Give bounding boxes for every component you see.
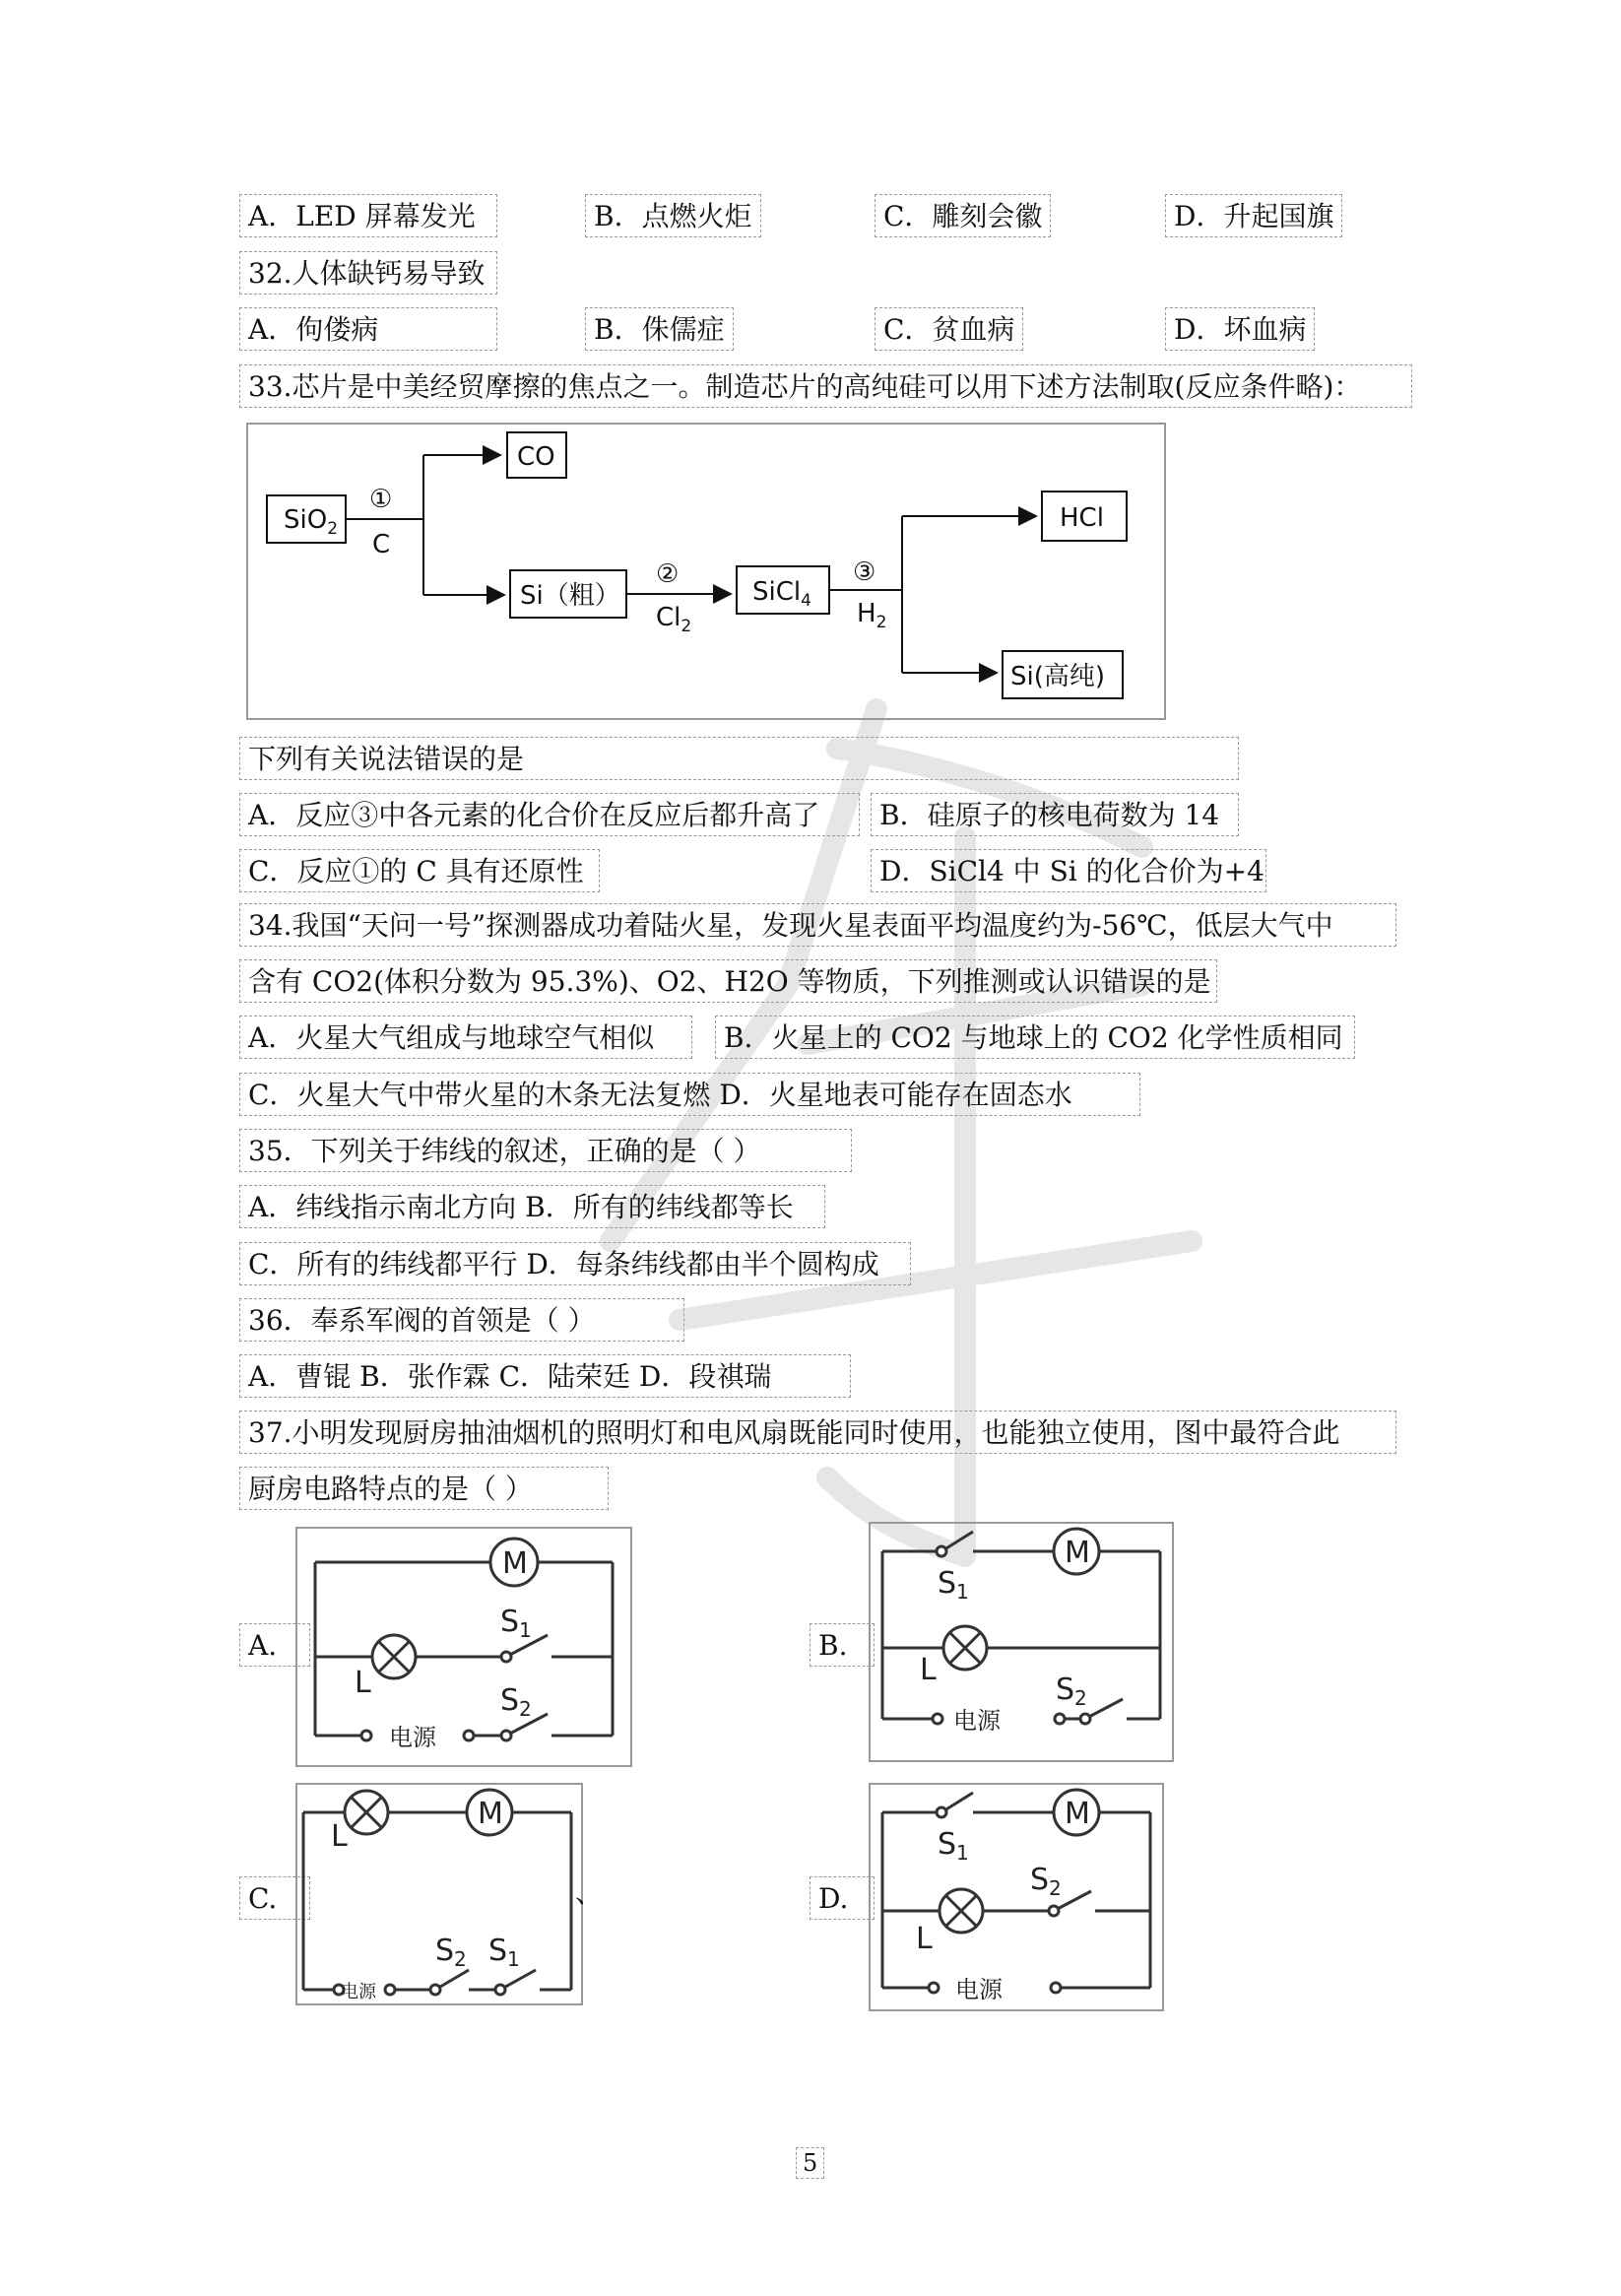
hcl-label: HCl: [1060, 503, 1104, 533]
circuit-d-label: D.: [810, 1876, 875, 1920]
q34-option-b: B．火星上的 CO2 与地球上的 CO2 化学性质相同: [715, 1016, 1355, 1059]
q34-option-a: A．火星大气组成与地球空气相似: [239, 1016, 692, 1059]
page-number: 5: [796, 2147, 824, 2179]
q33-stem: 33.芯片是中美经贸摩擦的焦点之一。制造芯片的高纯硅可以用下述方法制取(反应条件略)：: [239, 364, 1412, 408]
q32-option-a: A．佝偻病: [239, 307, 497, 351]
sio2-label: SiO$_2$: [284, 505, 339, 539]
q33-sub-stem: 下列有关说法错误的是: [239, 737, 1239, 780]
reagent-cl2-label: $Cl_2$: [656, 603, 692, 636]
q31-option-b: B．点燃火炬: [585, 194, 761, 237]
q33-reaction-diagram: [246, 423, 1166, 720]
lamp-label: L: [331, 1819, 348, 1854]
circuit-diagram-b: [869, 1522, 1174, 1762]
q34-stem-line-1: 34.我国“天问一号”探测器成功着陆火星，发现火星表面平均温度约为-56℃，低层大气中: [239, 903, 1396, 947]
power-source-label: 电源: [341, 1982, 376, 2002]
q31-option-c: C．雕刻会徽: [875, 194, 1051, 237]
step-1-label: ①: [369, 485, 393, 514]
step-3-label: ③: [853, 558, 876, 587]
q35-stem: 35．下列关于纬线的叙述，正确的是（ ）: [239, 1129, 852, 1172]
switch-s2-label: $S_2$: [500, 1683, 532, 1721]
lamp-label: L: [916, 1922, 933, 1956]
q33-option-d: D．SiCl4 中 Si 的化合价为+4: [871, 849, 1266, 892]
svg-text:S1: $S_1$: [938, 1566, 969, 1604]
reagent-h2-label: $H_2$: [857, 599, 887, 632]
q34-stem-line-2: 含有 CO2(体积分数为 95.3%)、O2、H2O 等物质，下列推测或认识错误的是: [239, 959, 1217, 1003]
q32-option-d: D．坏血病: [1165, 307, 1315, 351]
motor-symbol: M: [478, 1797, 503, 1831]
q31-option-d: D．升起国旗: [1165, 194, 1342, 237]
svg-text:S1: $S_1$: [488, 1934, 520, 1971]
sicl4-label: SiCl$_4$: [752, 577, 811, 611]
q33-option-c: C．反应①的 C 具有还原性: [239, 849, 600, 892]
circuit-c-label: C.: [239, 1876, 310, 1920]
svg-text:S1: $S_1$: [938, 1827, 969, 1865]
q33-option-b: B．硅原子的核电荷数为 14: [871, 793, 1239, 836]
reagent-c-label: C: [372, 530, 391, 559]
svg-text:S2: $S_2$: [435, 1934, 467, 1971]
motor-symbol: M: [1065, 1536, 1090, 1570]
q32-stem: 32.人体缺钙易导致: [239, 251, 497, 295]
q35-options-a-b: A．纬线指示南北方向 B．所有的纬线都等长: [239, 1185, 825, 1228]
lamp-label: L: [920, 1653, 937, 1687]
power-source-label: 电源: [953, 1707, 1001, 1735]
si-crude-label: Si（粗）: [520, 581, 620, 611]
co-label: CO: [517, 442, 555, 472]
step-2-label: ②: [656, 559, 680, 589]
q36-options: A．曹锟 B．张作霖 C．陆荣廷 D．段祺瑞: [239, 1354, 851, 1398]
power-source-label: 电源: [389, 1724, 436, 1751]
svg-text:S2: $S_2$: [1030, 1863, 1062, 1900]
si-pure-label: Si(高纯): [1010, 662, 1106, 691]
motor-symbol: M: [502, 1546, 528, 1581]
circuit-diagram-a: [295, 1527, 632, 1767]
q37-stem-line-1: 37.小明发现厨房抽油烟机的照明灯和电风扇既能同时使用，也能独立使用，图中最符合此: [239, 1410, 1396, 1454]
q34-options-c-d: C．火星大气中带火星的木条无法复燃 D．火星地表可能存在固态水: [239, 1073, 1140, 1116]
motor-symbol: M: [1065, 1797, 1090, 1831]
circuit-a-label: A.: [239, 1623, 310, 1667]
q36-stem: 36．奉系军阀的首领是（ ）: [239, 1298, 684, 1342]
circuit-diagram-c: [295, 1783, 583, 2005]
svg-text:S2: $S_2$: [1056, 1673, 1087, 1710]
q32-option-b: B．侏儒症: [585, 307, 734, 351]
q37-stem-line-2: 厨房电路特点的是（ ）: [239, 1467, 609, 1510]
lamp-label: L: [355, 1666, 371, 1700]
switch-s1-label: $S_1$: [500, 1605, 532, 1642]
circuit-b-label: B.: [810, 1623, 875, 1667]
stray-mark: 、: [575, 1876, 604, 1909]
q33-option-a: A．反应③中各元素的化合价在反应后都升高了: [239, 793, 860, 836]
q35-options-c-d: C．所有的纬线都平行 D．每条纬线都由半个圆构成: [239, 1242, 911, 1285]
q32-option-c: C．贫血病: [875, 307, 1023, 351]
power-source-label: 电源: [955, 1976, 1003, 2003]
circuit-diagram-d: [869, 1783, 1164, 2011]
q31-option-a: A．LED 屏幕发光: [239, 194, 497, 237]
